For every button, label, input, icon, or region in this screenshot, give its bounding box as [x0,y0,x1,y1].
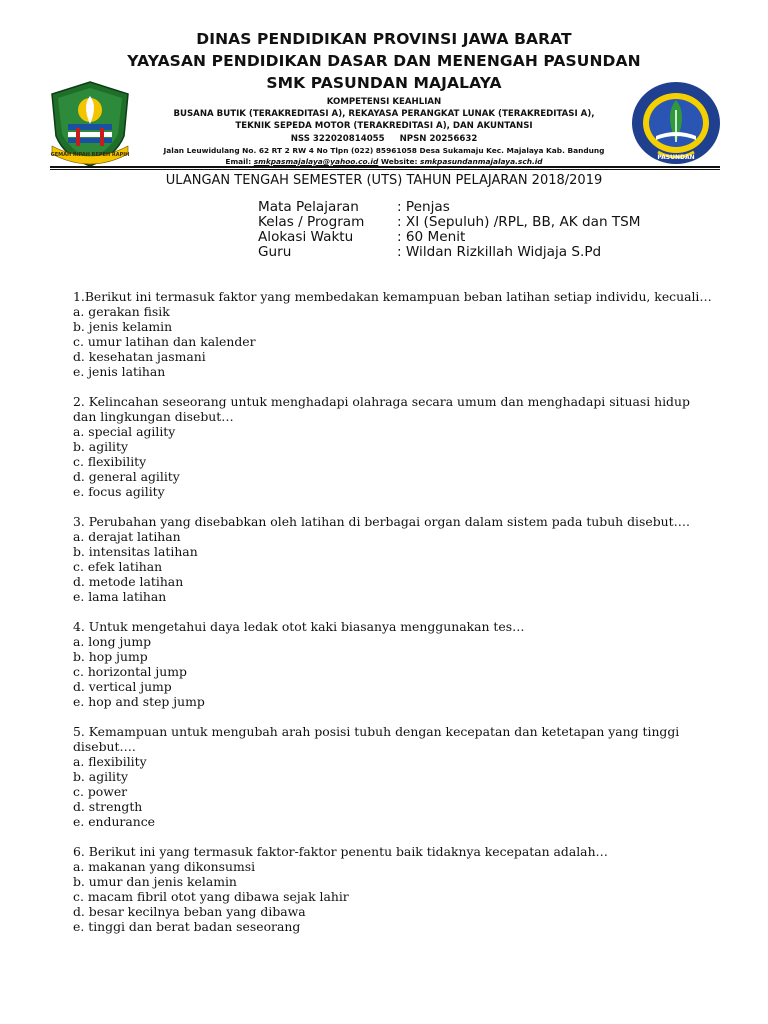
answer-option-e: e. endurance [73,814,155,829]
answer-option-b: b. intensitas latihan [73,544,198,559]
answer-option-b: b. umur dan jenis kelamin [73,874,237,889]
question-5 [73,724,713,829]
answer-option-d: d. general agility [73,469,180,484]
question-stem: 5. Kemampuan untuk mengubah arah posisi tubuh dengan kecepatan dan ketetapan yang tinggi disebut…. [73,724,680,754]
answer-option-c: c. efek latihan [73,559,163,574]
question-stem: 6. Berikut ini yang termasuk faktor-faktor penentu baik tidaknya kecepatan adalah… [73,844,608,859]
answer-option-d: d. metode latihan [73,574,184,589]
svg-text:PASUNDAN: PASUNDAN [657,154,695,161]
answer-option-c: c. horizontal jump [73,664,187,679]
answer-option-a: a. makanan yang dikonsumsi [73,859,256,874]
answer-option-c: c. macam fibril otot yang dibawa sejak lahir [73,889,349,904]
question-4 [73,619,713,709]
answer-option-b: b. jenis kelamin [73,319,173,334]
answer-option-b: b. agility [73,769,128,784]
svg-text:GEMAH RIPAH REPEH RAPIH: GEMAH RIPAH REPEH RAPIH [50,152,130,158]
competency-heading: KOMPETENSI KEAHLIAN [326,97,442,107]
program-list-1: BUSANA BUTIK (TERAKREDITASI A), REKAYASA PERANGKAT LUNAK (TERAKREDITASI A), [173,109,595,120]
foundation-name: YAYASAN PENDIDIKAN DASAR DAN MENENGAH PASUNDAN [127,52,641,70]
question-stem: 3. Perubahan yang disebabkan oleh latihan di berbagai organ dalam sistem pada tubuh disebut…. [73,514,690,529]
answer-option-e: e. focus agility [73,484,165,499]
answer-option-a: a. gerakan fisik [73,304,170,319]
email-label: Email: [225,156,254,166]
school-name: SMK PASUNDAN MAJALAYA [266,74,502,92]
question-1 [73,289,713,379]
info-label: Kelas / Program [258,214,365,230]
letterhead [0,28,768,167]
answer-option-a: a. long jump [73,634,152,649]
answer-option-b: b. agility [73,439,128,454]
question-list [73,289,713,949]
exam-info [258,200,641,260]
info-label: Alokasi Waktu [258,229,354,245]
website-label: Website: [378,156,421,166]
info-row [258,215,641,230]
info-value: : Penjas [397,199,450,215]
answer-option-d: d. kesehatan jasmani [73,349,206,364]
answer-option-c: c. power [73,784,128,799]
answer-option-e: e. tinggi dan berat badan seseorang [73,919,301,934]
question-3 [73,514,713,604]
answer-option-a: a. special agility [73,424,176,439]
question-2 [73,394,713,499]
question-6 [73,844,713,934]
exam-title: ULANGAN TENGAH SEMESTER (UTS) TAHUN PELAJARAN 2018/2019 [165,173,603,188]
answer-option-c: c. umur latihan dan kalender [73,334,256,349]
school-ids: NSS 322020814055 NPSN 20256632 [290,133,478,144]
header-divider-thin [50,169,720,170]
info-row [258,200,641,215]
school-address: Jalan Leuwidulang No. 62 RT 2 RW 4 No Tlpn (022) 85961058 Desa Sukamaju Kec. Majalaya Kab. Bandung [163,145,605,155]
question-stem: 4. Untuk mengetahui daya ledak otot kaki biasanya menggunakan tes… [73,619,525,634]
header-divider [50,166,720,168]
answer-option-a: a. derajat latihan [73,529,181,544]
answer-option-e: e. lama latihan [73,589,167,604]
answer-option-d: d. vertical jump [73,679,172,694]
info-value: : XI (Sepuluh) /RPL, BB, AK dan TSM [397,214,641,230]
answer-option-d: d. strength [73,799,143,814]
program-list-2: TEKNIK SEPEDA MOTOR (TERAKREDITASI A), DAN AKUNTANSI [235,121,533,132]
answer-option-c: c. flexibility [73,454,147,469]
answer-option-a: a. flexibility [73,754,147,769]
answer-option-d: d. besar kecilnya beban yang dibawa [73,904,306,919]
answer-option-e: e. hop and step jump [73,694,205,709]
info-label: Mata Pelajaran [258,199,359,215]
info-value: : 60 Menit [397,229,466,245]
agency-name: DINAS PENDIDIKAN PROVINSI JAWA BARAT [196,30,572,48]
info-value: : Wildan Rizkillah Widjaja S.Pd [397,244,602,260]
website-link[interactable]: smkpasundanmajalaya.sch.id [420,156,543,166]
question-stem: 1.Berikut ini termasuk faktor yang membedakan kemampuan beban latihan setiap individu, kecuali… [73,289,712,304]
question-stem: 2. Kelincahan seseorang untuk menghadapi olahraga secara umum dan menghadapi situasi hidup dan lingkungan disebut… [73,394,690,424]
answer-option-b: b. hop jump [73,649,148,664]
answer-option-e: e. jenis latihan [73,364,166,379]
email-link[interactable]: smkpasmajalaya@yahoo.co.id [253,156,379,166]
info-row [258,245,641,260]
info-row [258,230,641,245]
info-label: Guru [258,244,292,260]
